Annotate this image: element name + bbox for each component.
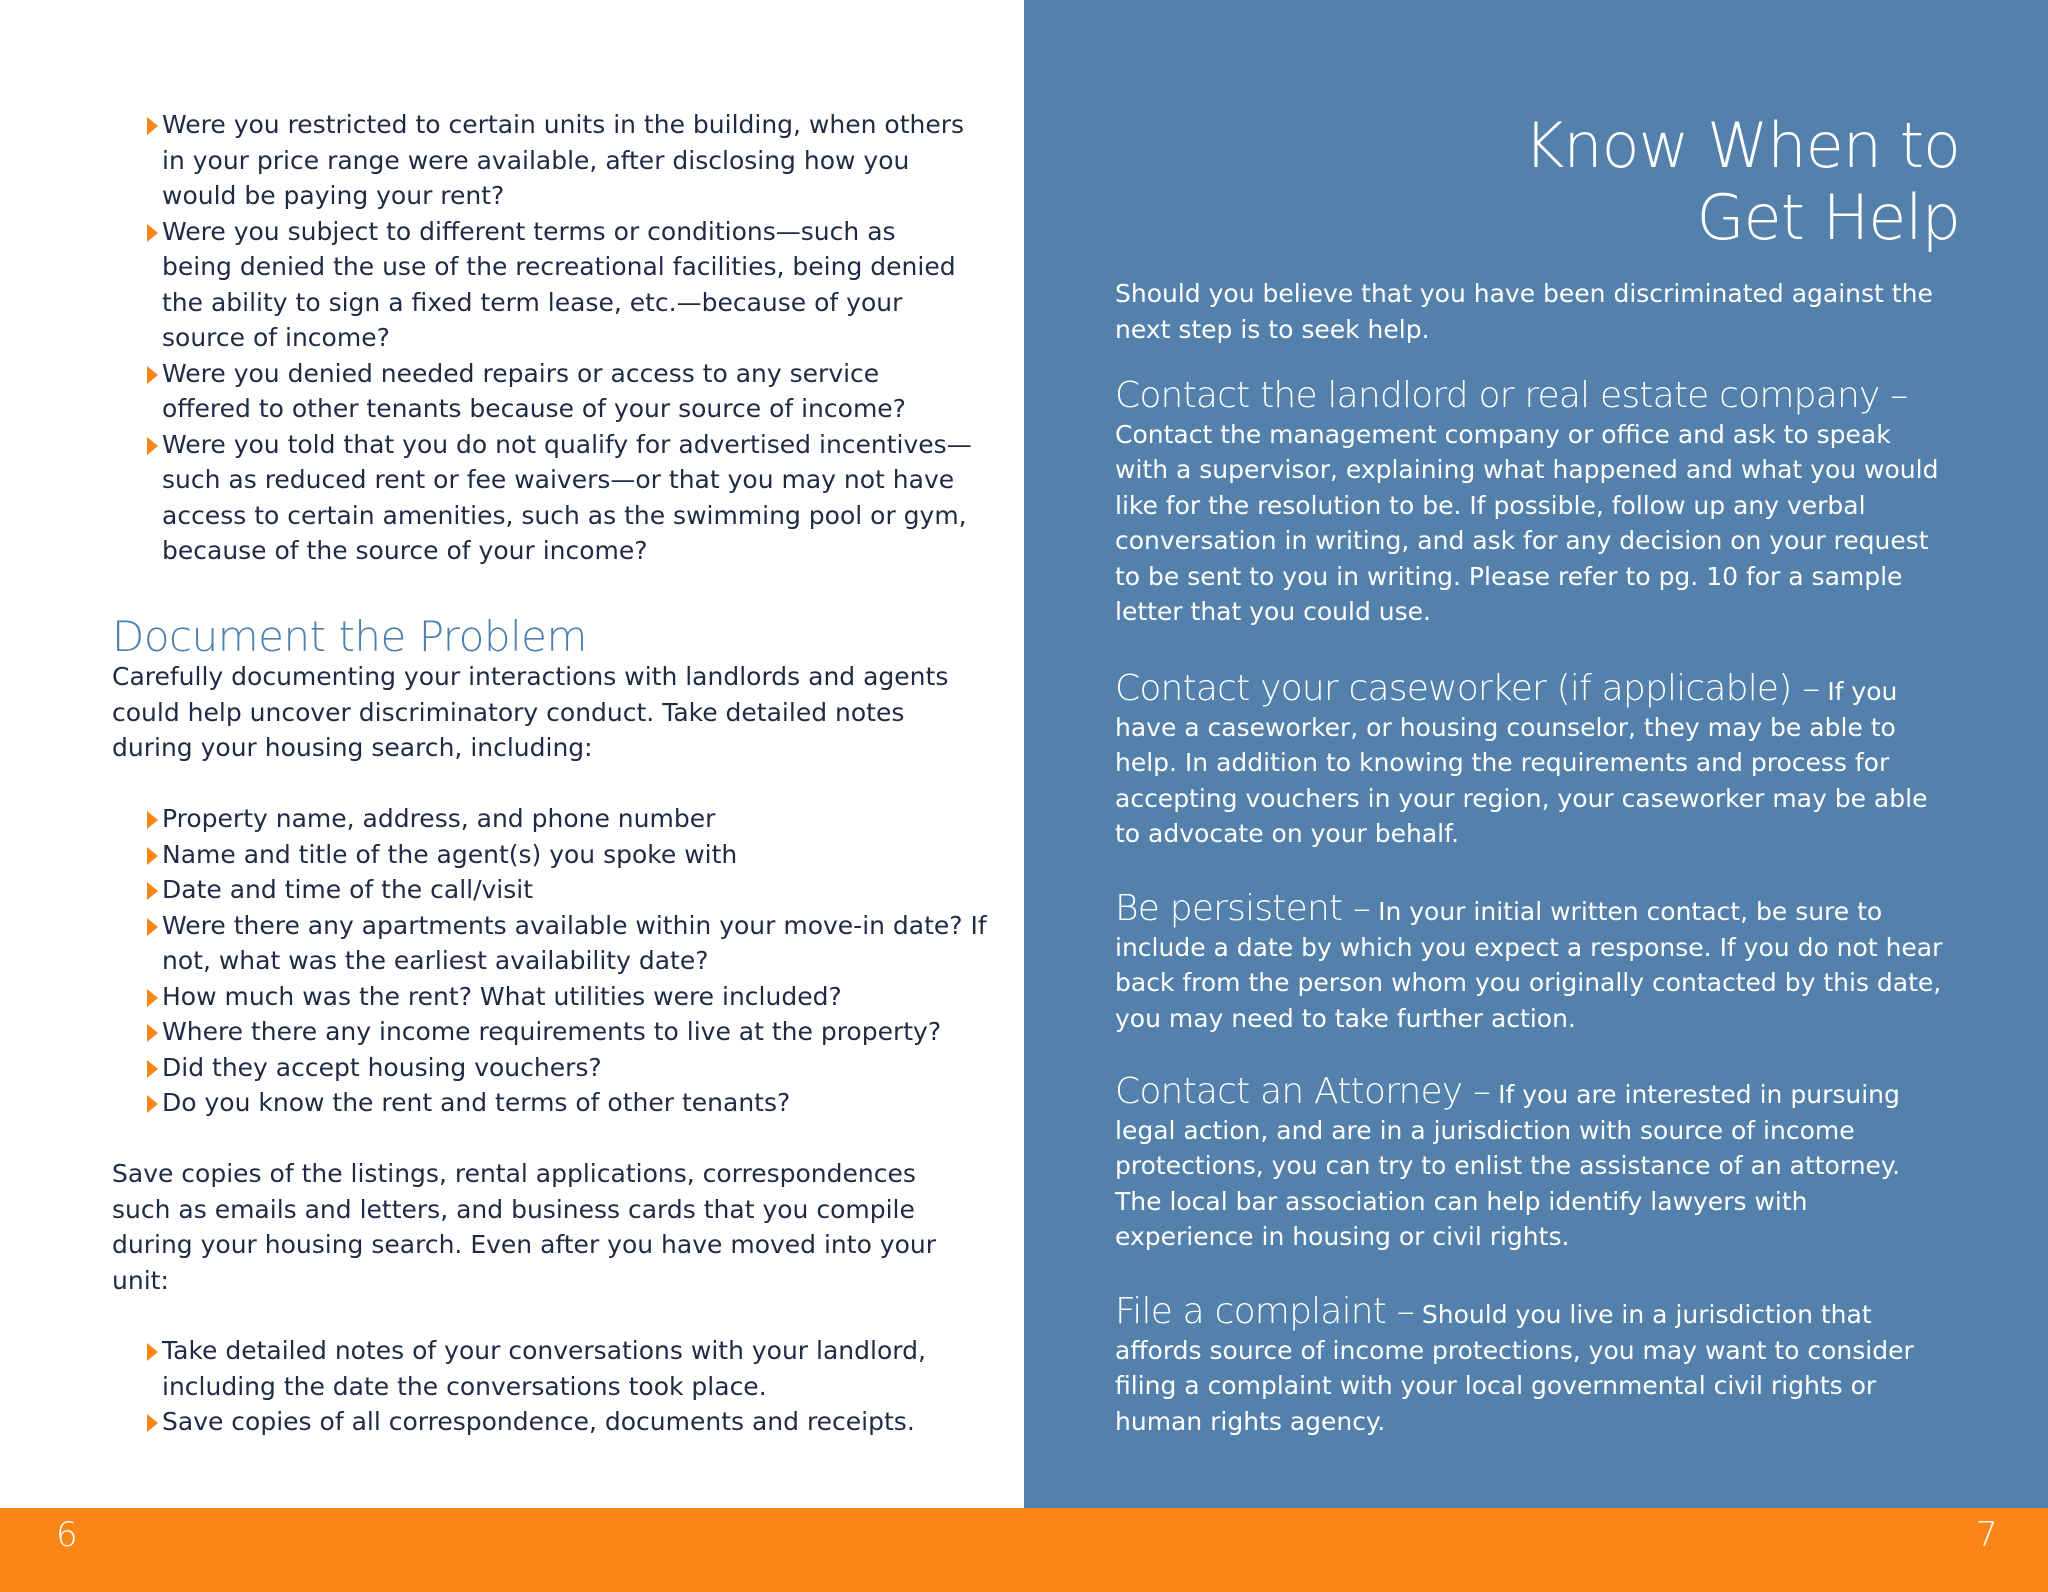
bullet-arrow-icon — [147, 918, 158, 936]
section-heading-document-problem: Document the Problem — [112, 612, 587, 661]
list-item-text: Were there any apartments available within your move-in date? If not, what was the earliest availability date? — [162, 910, 987, 975]
page-number-right: 7 — [1976, 1515, 1998, 1555]
title-line-1: Know When to — [1523, 109, 1960, 182]
list-item — [112, 1404, 972, 1440]
help-section-persistent — [1115, 888, 1945, 1036]
list-item-text: Take detailed notes of your conversations with your landlord, including the date the conversations took place. — [162, 1336, 926, 1401]
list-item-text: Date and time of the call/visit — [162, 875, 534, 904]
list-item — [112, 1014, 992, 1050]
list-item-text: Did they accept housing vouchers? — [162, 1052, 602, 1082]
list-item — [112, 427, 972, 569]
bullet-arrow-icon — [147, 224, 158, 242]
help-section-heading: Contact an Attorney – — [1115, 1071, 1491, 1112]
bullet-arrow-icon — [147, 882, 158, 900]
help-section-caseworker — [1115, 668, 1945, 852]
bullet-arrow-icon — [147, 1024, 158, 1042]
bullet-arrow-icon — [147, 437, 158, 455]
bullet-arrow-icon — [147, 847, 158, 865]
left-page — [0, 0, 1024, 1508]
bullet-arrow-icon — [147, 1095, 158, 1113]
bullet-arrow-icon — [147, 1060, 158, 1078]
list-item — [112, 979, 992, 1015]
list-item — [112, 356, 972, 427]
document-intro: Carefully documenting your interactions with landlords and agents could help uncover discriminatory conduct. Take detailed notes during your housing search, including: — [112, 662, 949, 762]
notes-list — [112, 801, 992, 1121]
list-item — [112, 801, 992, 837]
bullet-arrow-icon — [147, 1343, 158, 1361]
list-item-text: Property name, address, and phone number — [162, 804, 716, 833]
title-line-2: Get Help — [1696, 181, 1960, 254]
list-item — [112, 1333, 972, 1404]
help-section-text: If you are interested in pursuing legal action, and are in a jurisdiction with source of income protections, you can try to enlist the assistance of an attorney. The local bar association can help identify lawyers with experience in housing or civil rights. — [1115, 1080, 1901, 1251]
help-intro: Should you believe that you have been discriminated against the next step is to seek help. — [1115, 279, 1933, 344]
help-section-heading: File a complaint – — [1115, 1291, 1414, 1332]
list-item — [112, 1085, 992, 1121]
after-move-list — [112, 1333, 972, 1440]
bullet-arrow-icon — [147, 989, 158, 1007]
help-section-landlord — [1115, 375, 1945, 630]
help-section-text: If you have a caseworker, or housing counselor, they may be able to help. In addition to knowing the requirements and process for accepting vouchers in your region, your caseworker may be able to advocate on your behalf. — [1115, 677, 1928, 848]
save-copies-paragraph: Save copies of the listings, rental applications, correspondences such as emails and letters, and business cards that you compile during your housing search. Even after you have moved into your unit: — [112, 1159, 937, 1295]
list-item — [112, 872, 992, 908]
question-list — [112, 107, 972, 569]
list-item — [112, 837, 992, 873]
list-item-text: Name and title of the agent(s) you spoke with — [162, 839, 738, 869]
footer-bar — [0, 1508, 2048, 1592]
bullet-arrow-icon — [147, 1414, 158, 1432]
list-item — [112, 107, 972, 214]
bullet-arrow-icon — [147, 117, 158, 135]
list-item — [112, 908, 992, 979]
list-item — [112, 1050, 992, 1086]
list-item-text: Were you told that you do not qualify for advertised incentives—such as reduced rent or fee waivers—or that you may not have access to certain amenities, such as the swimming pool or gym, because of the source of your income? — [162, 429, 972, 565]
list-item — [112, 214, 972, 356]
list-item-text: Were you denied needed repairs or access to any service offered to other tenants because of your source of income? — [162, 358, 906, 423]
bullet-arrow-icon — [147, 366, 158, 384]
bullet-arrow-icon — [147, 811, 158, 829]
list-item-text: Save copies of all correspondence, documents and receipts. — [162, 1407, 915, 1436]
help-section-text: In your initial written contact, be sure to include a date by which you expect a response. If you do not hear back from the person whom you originally contacted by this date, you may need to take further action. — [1115, 897, 1943, 1033]
list-item-text: Where there any income requirements to live at the property? — [162, 1017, 942, 1046]
help-section-complaint — [1115, 1291, 1945, 1439]
list-item-text: Were you restricted to certain units in the building, when others in your price range were available, after disclosing how you would be paying your rent? — [162, 110, 965, 210]
page-number-left: 6 — [56, 1515, 78, 1555]
list-item-text: Do you know the rent and terms of other tenants? — [162, 1088, 791, 1117]
help-section-text: Should you live in a jurisdiction that affords source of income protections, you may want to consider filing a complaint with your local governmental civil rights or human rights agency. — [1115, 1300, 1914, 1436]
help-section-heading: Contact your caseworker (if applicable) – — [1115, 668, 1820, 709]
help-section-heading: Be persistent – — [1115, 888, 1371, 929]
help-section-heading: Contact the landlord or real estate company – — [1115, 375, 1908, 416]
list-item-text: Were you subject to different terms or conditions—such as being denied the use of the recreational facilities, being denied the ability to sign a fixed term lease, etc.—because of your source of income? — [162, 216, 956, 352]
page-title — [1524, 110, 1960, 254]
list-item-text: How much was the rent? What utilities were included? — [162, 981, 842, 1011]
help-section-text: Contact the management company or office and ask to speak with a supervisor, explaining what happened and what you would like for the resolution to be. If possible, follow up any verbal conversation in writing, and ask for any decision on your request to be sent to you in writing. Please refer to pg. 10 for a sample letter that you could use. — [1115, 419, 1939, 626]
help-section-attorney — [1115, 1071, 1945, 1255]
